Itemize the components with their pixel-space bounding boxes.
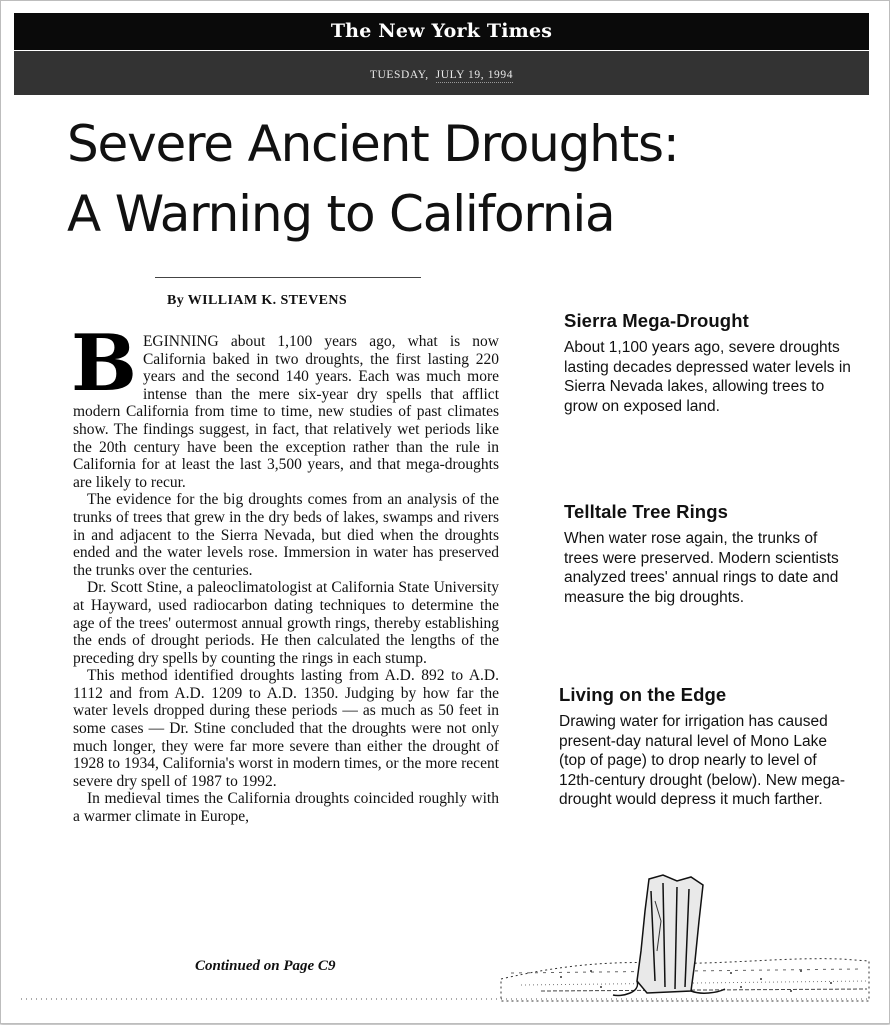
date-day: TUESDAY, [369, 69, 429, 81]
paragraph-5: In medieval times the California droughts coincided roughly with a warmer climate in Europe, [73, 790, 499, 826]
stump [613, 875, 725, 995]
continued-link[interactable]: Continued on Page C9 [195, 958, 336, 974]
caption-telltale-tree-rings [564, 501, 854, 607]
lakebed-ground [21, 959, 869, 1001]
dateline [14, 51, 869, 95]
caption-text: About 1,100 years ago, severe droughts lasting decades depressed water levels in Sierra Nevada lakes, allowing trees to grow on exposed land. [564, 339, 851, 415]
caption-heading: Sierra Mega-Drought [564, 310, 749, 331]
byline: By WILLIAM K. STEVENS [167, 293, 348, 308]
newspaper-logo: The New York Times [330, 20, 553, 42]
caption-text: When water rose again, the trunks of trees were preserved. Modern scientists analyzed trees' annual rings to date and measure the big droughts. [564, 530, 839, 606]
caption-sierra-mega-drought [564, 310, 854, 416]
article-body [71, 318, 499, 826]
caption-living-on-the-edge [559, 684, 849, 810]
paragraph-1 [71, 318, 499, 491]
date-text: JULY 19, 1994 [435, 69, 514, 81]
byline-rule [155, 277, 421, 278]
drop-cap: B [71, 318, 137, 409]
paragraph-1-text: EGINNING about 1,100 years ago, what is now California baked in two droughts, the first lasting 220 years and the second 140 years. Each was much more intense than the mere six-year dry spells that afflict modern California from time to time, new studies of past climates show. The findings suggest, in fact, that relatively wet periods like the 20th century have been the exception rather than the rule in California for at least the last 3,500 years, and that mega-droughts are likely to recur. [73, 333, 499, 491]
headline [67, 109, 867, 249]
paragraph-4: This method identified droughts lasting from A.D. 892 to A.D. 1112 and from A.D. 1209 to A.D. 1350. Judging by how far the water levels dropped during these periods — as much as 50 feet in some cases — Dr. Stine concluded that the droughts were not only much longer, they were far more severe than either the drought of 1928 to 1934, California's worst in modern times, or the more recent severe dry spell of 1987 to 1992. [73, 667, 499, 790]
caption-text: Drawing water for irrigation has caused present-day natural level of Mono Lake (top of page) to drop nearly to level of 12th-century drought (below). New mega-drought would depress it much farther. [559, 713, 846, 808]
headline-line-1: Severe Ancient Droughts: [67, 115, 679, 173]
masthead [14, 13, 869, 50]
headline-line-2: A Warning to California [67, 185, 615, 243]
caption-heading: Telltale Tree Rings [564, 501, 729, 522]
paragraph-3: Dr. Scott Stine, a paleoclimatologist at California State University at Hayward, used radiocarbon dating techniques to determine the age of the trees' outermost annual growth rings, thereby establishing the ends of drought periods. He then calculated the lengths of the preceding dry spells by counting the rings in each stump. [73, 579, 499, 667]
tree-stump-illustration [1, 861, 890, 1025]
caption-heading: Living on the Edge [559, 684, 727, 705]
paragraph-2: The evidence for the big droughts comes from an analysis of the trunks of trees that grew in the dry beds of lakes, swamps and rivers in and adjacent to the Sierra Nevada, but died when the droughts ended and the water levels rose. Immersion in water has preserved the trunks over the centuries. [73, 491, 499, 579]
lake-texture [560, 970, 832, 992]
